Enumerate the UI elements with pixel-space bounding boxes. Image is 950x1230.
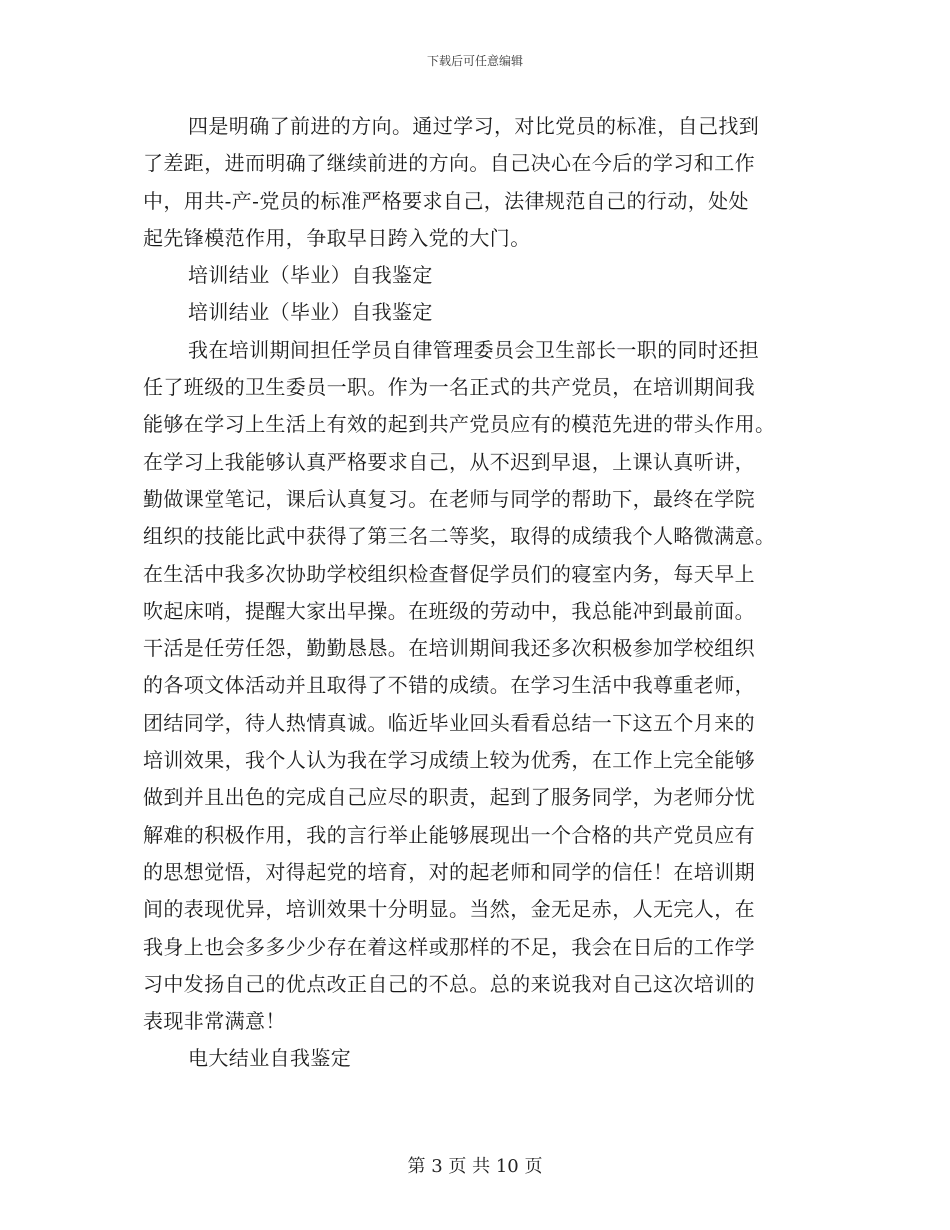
paragraph-line: 我在培训期间担任学员自律管理委员会卫生部长一职的同时还担: [188, 337, 760, 362]
document-body: [143, 108, 808, 1078]
paragraph-line: 我身上也会多多少少存在着这样或那样的不足，我会在日后的工作学: [143, 934, 755, 959]
paragraph-line: 了差距，进而明确了继续前进的方向。自己决心在今后的学习和工作: [143, 151, 755, 176]
paragraph-line: 在学习上我能够认真严格要求自己，从不迟到早退，上课认真听讲，: [143, 449, 755, 474]
paragraph-line: 团结同学，待人热情真诚。临近毕业回头看看总结一下这五个月来的: [143, 710, 755, 735]
paragraph-line: 习中发扬自己的优点改正自己的不总。总的来说我对自己这次培训的: [143, 971, 755, 996]
paragraph-line: 四是明确了前进的方向。通过学习，对比党员的标准，自己找到: [188, 114, 760, 138]
paragraph-line: 解难的积极作用，我的言行举止能够展现出一个合格的共产党员应有: [143, 822, 755, 847]
page-footer: 第 3 页 共 10 页: [407, 1156, 543, 1177]
section-heading: 培训结业（毕业）自我鉴定: [188, 300, 433, 325]
paragraph-line: 做到并且出色的完成自己应尽的职责，起到了服务同学，为老师分忧: [143, 785, 755, 810]
paragraph-line: 培训效果，我个人认为我在学习成绩上较为优秀，在工作上完全能够: [143, 748, 755, 773]
paragraph-line: 干活是任劳任怨，勤勤恳恳。在培训期间我还多次积极参加学校组织: [143, 636, 755, 661]
paragraph-line: 勤做课堂笔记，课后认真复习。在老师与同学的帮助下，最终在学院: [143, 486, 755, 511]
paragraph-line: 任了班级的卫生委员一职。作为一名正式的共产党员，在培训期间我: [143, 375, 755, 400]
paragraph-line: 在生活中我多次协助学校组织检查督促学员们的寝室内务，每天早上: [143, 561, 755, 586]
section-heading: 电大结业自我鉴定: [188, 1046, 352, 1071]
paragraph-line: 组织的技能比武中获得了第三名二等奖，取得的成绩我个人略微满意。: [143, 524, 776, 549]
paragraph-line: 的各项文体活动并且取得了不错的成绩。在学习生活中我尊重老师，: [143, 673, 755, 698]
paragraph-line: 起先锋模范作用，争取早日跨入党的大门。: [143, 225, 531, 250]
paragraph-line: 表现非常满意！: [143, 1009, 286, 1034]
paragraph-line: 能够在学习上生活上有效的起到共产党员应有的模范先进的带头作用。: [143, 412, 776, 437]
paragraph-line: 中，用共-产-党员的标准严格要求自己，法律规范自己的行动，处处: [143, 188, 749, 213]
section-heading: 培训结业（毕业）自我鉴定: [188, 263, 433, 288]
page-header: 下载后可任意编辑: [426, 54, 523, 68]
paragraph-line: 的思想觉悟，对得起党的培育，对的起老师和同学的信任！在培训期: [143, 859, 755, 884]
paragraph-line: 间的表现优异，培训效果十分明显。当然，金无足赤，人无完人，在: [143, 897, 755, 922]
paragraph-line: 吹起床哨，提醒大家出早操。在班级的劳动中，我总能冲到最前面。: [143, 598, 755, 623]
